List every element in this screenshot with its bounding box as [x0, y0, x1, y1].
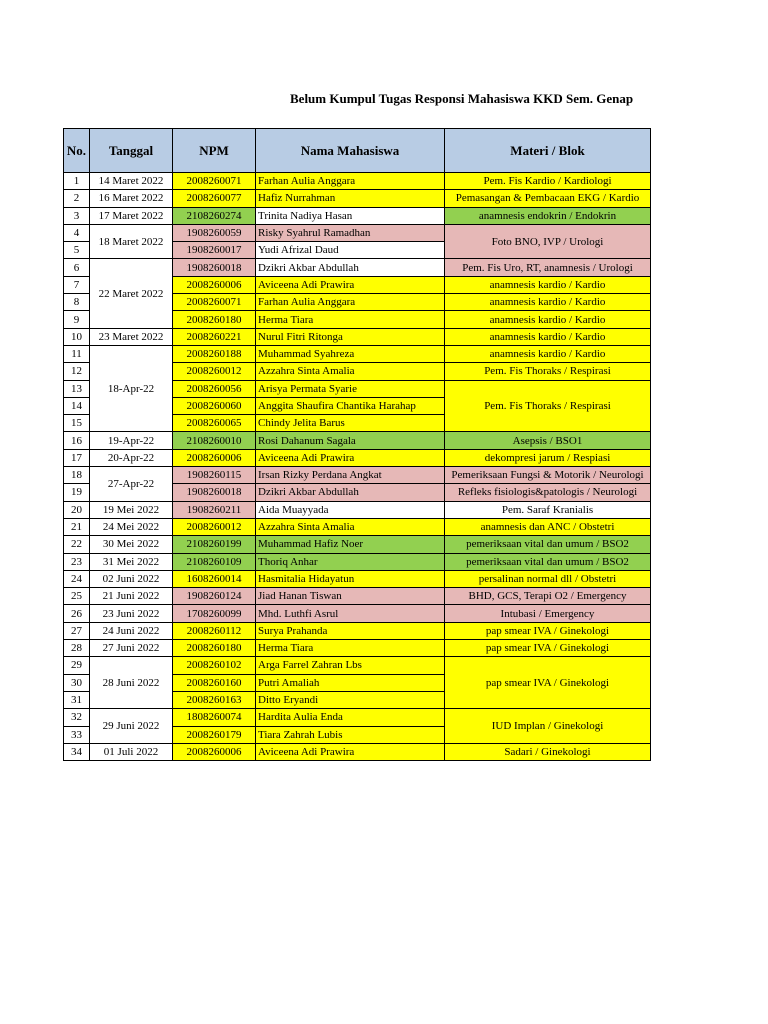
cell-materi: Asepsis / BSO1	[445, 432, 651, 449]
cell-nama: Thoriq Anhar	[256, 553, 445, 570]
cell-no: 32	[64, 709, 90, 726]
cell-nama: Hardita Aulia Enda	[256, 709, 445, 726]
table-row	[64, 173, 651, 190]
cell-materi: IUD Implan / Ginekologi	[445, 709, 651, 744]
cell-npm: 2008260112	[173, 622, 256, 639]
cell-npm: 2008260060	[173, 397, 256, 414]
cell-npm: 2008260188	[173, 345, 256, 362]
cell-no: 10	[64, 328, 90, 345]
cell-tanggal: 30 Mei 2022	[90, 536, 173, 553]
cell-materi: anamnesis kardio / Kardio	[445, 276, 651, 293]
cell-nama: Risky Syahrul Ramadhan	[256, 224, 445, 241]
cell-materi: anamnesis kardio / Kardio	[445, 345, 651, 362]
cell-no: 13	[64, 380, 90, 397]
cell-tanggal: 24 Juni 2022	[90, 622, 173, 639]
cell-npm: 2008260180	[173, 311, 256, 328]
cell-nama: Arga Farrel Zahran Lbs	[256, 657, 445, 674]
cell-tanggal: 17 Maret 2022	[90, 207, 173, 224]
cell-materi: pap smear IVA / Ginekologi	[445, 640, 651, 657]
cell-npm: 2008260012	[173, 518, 256, 535]
cell-tanggal: 20-Apr-22	[90, 449, 173, 466]
cell-npm: 2008260006	[173, 276, 256, 293]
cell-npm: 1608260014	[173, 570, 256, 587]
cell-npm: 2108260010	[173, 432, 256, 449]
cell-nama: Hafiz Nurrahman	[256, 190, 445, 207]
header-tanggal: Tanggal	[90, 129, 173, 173]
cell-no: 9	[64, 311, 90, 328]
table-row	[64, 605, 651, 622]
cell-materi: anamnesis kardio / Kardio	[445, 328, 651, 345]
cell-no: 33	[64, 726, 90, 743]
cell-nama: Herma Tiara	[256, 640, 445, 657]
cell-tanggal: 01 Juli 2022	[90, 743, 173, 760]
cell-materi: persalinan normal dll / Obstetri	[445, 570, 651, 587]
cell-materi: Foto BNO, IVP / Urologi	[445, 224, 651, 259]
cell-npm: 2108260274	[173, 207, 256, 224]
table-row	[64, 345, 651, 362]
cell-nama: Aviceena Adi Prawira	[256, 449, 445, 466]
cell-tanggal: 28 Juni 2022	[90, 657, 173, 709]
cell-nama: Muhammad Syahreza	[256, 345, 445, 362]
cell-npm: 2008260071	[173, 294, 256, 311]
document-title: Belum Kumpul Tugas Responsi Mahasiswa KKD Sem. Genap	[290, 91, 634, 106]
table-row	[64, 467, 651, 484]
cell-no: 5	[64, 242, 90, 259]
cell-nama: Anggita Shaufira Chantika Harahap	[256, 397, 445, 414]
cell-tanggal: 19 Mei 2022	[90, 501, 173, 518]
cell-no: 30	[64, 674, 90, 691]
cell-no: 20	[64, 501, 90, 518]
cell-npm: 1908260211	[173, 501, 256, 518]
table-row	[64, 449, 651, 466]
cell-tanggal: 23 Juni 2022	[90, 605, 173, 622]
cell-no: 4	[64, 224, 90, 241]
cell-nama: Jiad Hanan Tiswan	[256, 588, 445, 605]
cell-no: 27	[64, 622, 90, 639]
cell-nama: Ditto Eryandi	[256, 691, 445, 708]
table-row	[64, 190, 651, 207]
cell-npm: 2008260056	[173, 380, 256, 397]
cell-nama: Herma Tiara	[256, 311, 445, 328]
cell-no: 2	[64, 190, 90, 207]
cell-npm: 2108260199	[173, 536, 256, 553]
cell-nama: Farhan Aulia Anggara	[256, 173, 445, 190]
cell-materi: anamnesis kardio / Kardio	[445, 311, 651, 328]
table-row	[64, 553, 651, 570]
cell-tanggal: 29 Juni 2022	[90, 709, 173, 744]
cell-nama: Azzahra Sinta Amalia	[256, 363, 445, 380]
cell-no: 11	[64, 345, 90, 362]
cell-tanggal: 19-Apr-22	[90, 432, 173, 449]
cell-materi: Pemeriksaan Fungsi & Motorik / Neurologi	[445, 467, 651, 484]
table-row	[64, 207, 651, 224]
cell-no: 29	[64, 657, 90, 674]
cell-npm: 1908260018	[173, 484, 256, 501]
cell-npm: 1808260074	[173, 709, 256, 726]
student-table	[63, 128, 651, 761]
cell-materi: Pem. Fis Thoraks / Respirasi	[445, 363, 651, 380]
cell-tanggal: 18-Apr-22	[90, 345, 173, 431]
cell-npm: 2008260160	[173, 674, 256, 691]
cell-npm: 2008260102	[173, 657, 256, 674]
header-nama: Nama Mahasiswa	[256, 129, 445, 173]
table-row	[64, 709, 651, 726]
cell-materi: anamnesis endokrin / Endokrin	[445, 207, 651, 224]
cell-materi: Refleks fisiologis&patologis / Neurologi	[445, 484, 651, 501]
cell-npm: 1908260124	[173, 588, 256, 605]
table-row	[64, 432, 651, 449]
cell-tanggal: 02 Juni 2022	[90, 570, 173, 587]
header-npm: NPM	[173, 129, 256, 173]
cell-materi: pemeriksaan vital dan umum / BSO2	[445, 553, 651, 570]
cell-no: 24	[64, 570, 90, 587]
cell-no: 28	[64, 640, 90, 657]
cell-nama: Nurul Fitri Ritonga	[256, 328, 445, 345]
cell-nama: Putri Amaliah	[256, 674, 445, 691]
cell-npm: 2008260071	[173, 173, 256, 190]
cell-nama: Mhd. Luthfi Asrul	[256, 605, 445, 622]
cell-tanggal: 31 Mei 2022	[90, 553, 173, 570]
cell-no: 15	[64, 415, 90, 432]
table-row	[64, 640, 651, 657]
cell-tanggal: 16 Maret 2022	[90, 190, 173, 207]
cell-materi: anamnesis kardio / Kardio	[445, 294, 651, 311]
cell-materi: Pem. Fis Thoraks / Respirasi	[445, 380, 651, 432]
cell-npm: 2008260077	[173, 190, 256, 207]
cell-tanggal: 23 Maret 2022	[90, 328, 173, 345]
cell-no: 1	[64, 173, 90, 190]
cell-no: 22	[64, 536, 90, 553]
cell-nama: Arisya Permata Syarie	[256, 380, 445, 397]
cell-materi: pap smear IVA / Ginekologi	[445, 622, 651, 639]
cell-no: 14	[64, 397, 90, 414]
cell-npm: 2008260006	[173, 449, 256, 466]
cell-npm: 2008260006	[173, 743, 256, 760]
cell-npm: 2008260065	[173, 415, 256, 432]
cell-npm: 2008260012	[173, 363, 256, 380]
cell-nama: Aviceena Adi Prawira	[256, 276, 445, 293]
cell-no: 17	[64, 449, 90, 466]
table-row	[64, 501, 651, 518]
cell-materi: BHD, GCS, Terapi O2 / Emergency	[445, 588, 651, 605]
cell-npm: 1908260018	[173, 259, 256, 276]
cell-tanggal: 27 Juni 2022	[90, 640, 173, 657]
cell-nama: Hasmitalia Hidayatun	[256, 570, 445, 587]
cell-no: 23	[64, 553, 90, 570]
cell-nama: Irsan Rizky Perdana Angkat	[256, 467, 445, 484]
table-row	[64, 657, 651, 674]
table-row	[64, 743, 651, 760]
header-materi: Materi / Blok	[445, 129, 651, 173]
cell-materi: pap smear IVA / Ginekologi	[445, 657, 651, 709]
table-row	[64, 328, 651, 345]
cell-no: 19	[64, 484, 90, 501]
cell-materi: Sadari / Ginekologi	[445, 743, 651, 760]
table-row	[64, 259, 651, 276]
cell-materi: Pem. Fis Uro, RT, anamnesis / Urologi	[445, 259, 651, 276]
cell-tanggal: 22 Maret 2022	[90, 259, 173, 328]
cell-npm: 2008260221	[173, 328, 256, 345]
cell-no: 6	[64, 259, 90, 276]
table-row	[64, 518, 651, 535]
cell-no: 18	[64, 467, 90, 484]
cell-tanggal: 18 Maret 2022	[90, 224, 173, 259]
cell-nama: Yudi Afrizal Daud	[256, 242, 445, 259]
cell-no: 26	[64, 605, 90, 622]
cell-nama: Muhammad Hafiz Noer	[256, 536, 445, 553]
cell-npm: 1908260115	[173, 467, 256, 484]
cell-tanggal: 21 Juni 2022	[90, 588, 173, 605]
cell-no: 7	[64, 276, 90, 293]
cell-npm: 2008260179	[173, 726, 256, 743]
cell-nama: Surya Prahanda	[256, 622, 445, 639]
cell-nama: Aida Muayyada	[256, 501, 445, 518]
cell-no: 8	[64, 294, 90, 311]
cell-materi: Pemasangan & Pembacaan EKG / Kardio	[445, 190, 651, 207]
cell-npm: 2008260163	[173, 691, 256, 708]
table-row	[64, 570, 651, 587]
table-row	[64, 622, 651, 639]
cell-no: 25	[64, 588, 90, 605]
header-no: No.	[64, 129, 90, 173]
cell-materi: Pem. Fis Kardio / Kardiologi	[445, 173, 651, 190]
cell-no: 31	[64, 691, 90, 708]
cell-no: 3	[64, 207, 90, 224]
cell-nama: Rosi Dahanum Sagala	[256, 432, 445, 449]
cell-npm: 1708260099	[173, 605, 256, 622]
cell-nama: Dzikri Akbar Abdullah	[256, 484, 445, 501]
cell-no: 16	[64, 432, 90, 449]
cell-nama: Dzikri Akbar Abdullah	[256, 259, 445, 276]
cell-no: 34	[64, 743, 90, 760]
header-row	[64, 129, 651, 173]
cell-nama: Azzahra Sinta Amalia	[256, 518, 445, 535]
cell-nama: Chindy Jelita Barus	[256, 415, 445, 432]
cell-materi: Pem. Saraf Kranialis	[445, 501, 651, 518]
cell-tanggal: 14 Maret 2022	[90, 173, 173, 190]
cell-npm: 2008260180	[173, 640, 256, 657]
cell-tanggal: 24 Mei 2022	[90, 518, 173, 535]
cell-nama: Aviceena Adi Prawira	[256, 743, 445, 760]
cell-nama: Trinita Nadiya Hasan	[256, 207, 445, 224]
cell-npm: 1908260017	[173, 242, 256, 259]
cell-tanggal: 27-Apr-22	[90, 467, 173, 502]
table-row	[64, 224, 651, 241]
cell-materi: pemeriksaan vital dan umum / BSO2	[445, 536, 651, 553]
cell-materi: anamnesis dan ANC / Obstetri	[445, 518, 651, 535]
cell-no: 12	[64, 363, 90, 380]
cell-npm: 2108260109	[173, 553, 256, 570]
table-row	[64, 536, 651, 553]
cell-npm: 1908260059	[173, 224, 256, 241]
cell-nama: Farhan Aulia Anggara	[256, 294, 445, 311]
table-row	[64, 588, 651, 605]
cell-materi: Intubasi / Emergency	[445, 605, 651, 622]
cell-nama: Tiara Zahrah Lubis	[256, 726, 445, 743]
cell-no: 21	[64, 518, 90, 535]
cell-materi: dekompresi jarum / Respiasi	[445, 449, 651, 466]
